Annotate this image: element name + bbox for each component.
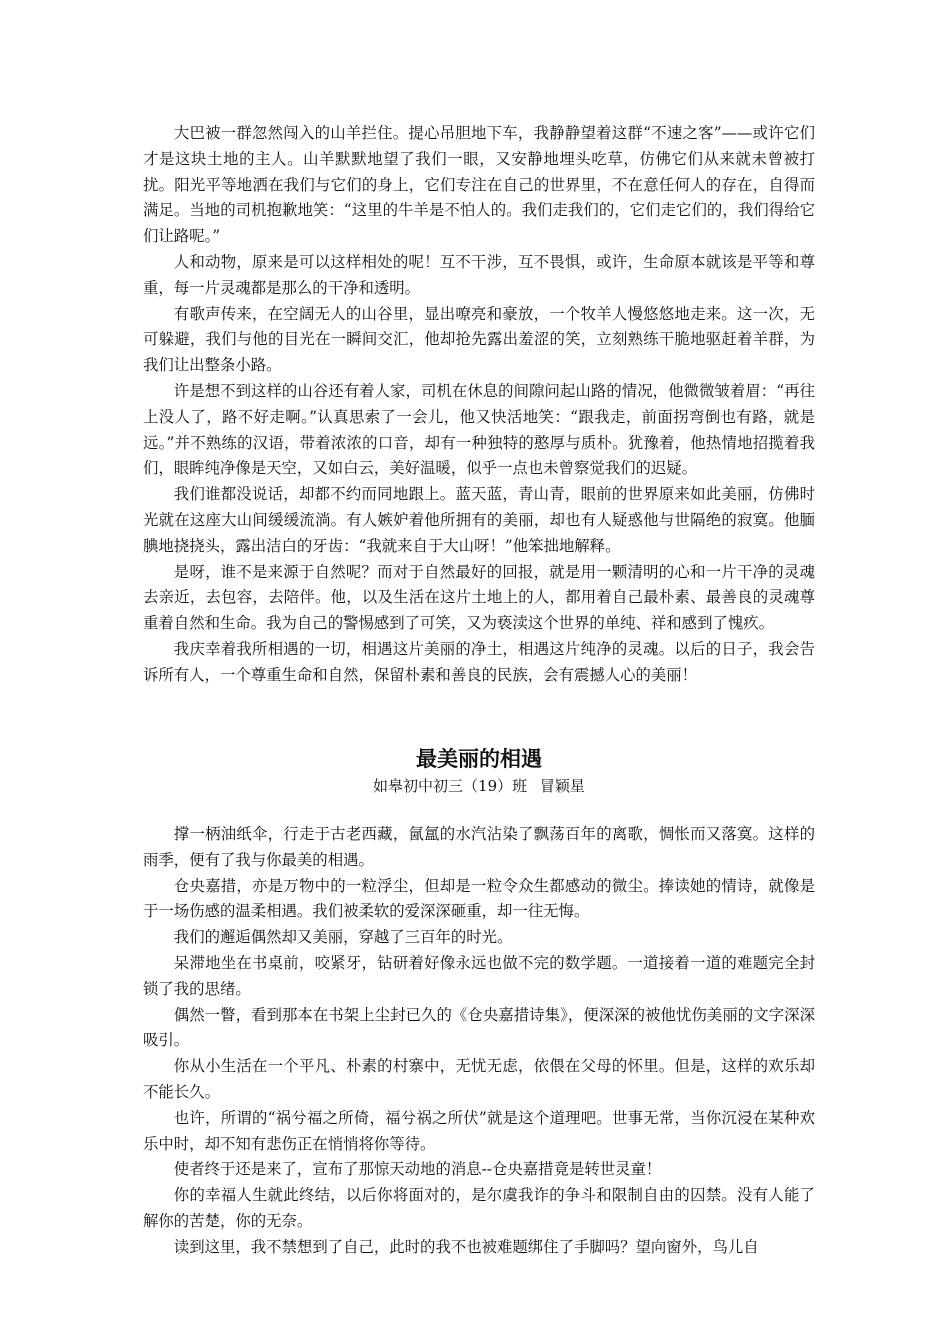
paragraph: 我庆幸着我所相遇的一切，相遇这片美丽的净土，相遇这片纯净的灵魂。以后的日子，我会告诉所有人，一个尊重生命和自然，保留朴素和善良的民族，会有震撼人心的美丽！: [143, 639, 815, 684]
byline-author: 冒颖星: [539, 777, 585, 795]
article-byline: [143, 774, 815, 798]
paragraph: 我们的邂逅偶然却又美丽，穿越了三百年的时光。: [173, 928, 513, 947]
paragraph: 呆滞地坐在书桌前，咬紧牙，钻研着好像永远也做不完的数学题。一道接着一道的难题完全封锁了我的思绪。: [143, 953, 815, 998]
paragraph: 使者终于还是来了，宣布了那惊天动地的消息--仓央嘉措竟是转世灵童！: [173, 1160, 662, 1179]
paragraph: 人和动物，原来是可以这样相处的呢！互不干涉，互不畏惧，或许，生命原本就该是平等和尊重，每一片灵魂都是那么的干净和透明。: [143, 252, 815, 297]
paragraph: 撑一柄油纸伞，行走于古老西藏，氤氲的水汽沾染了飘荡百年的离歌，惆怅而又落寞。这样的雨季，便有了我与你最美的相遇。: [143, 825, 815, 869]
paragraph: 有歌声传来，在空阔无人的山谷里，显出嘹亮和豪放，一个牧羊人慢悠悠地走来。这一次，无可躲避，我们与他的目光在一瞬间交汇，他却抢先露出羞涩的笑，立刻熟练干脆地驱赶着羊群，为我们让出整条小路。: [143, 304, 815, 375]
paragraph: 偶然一瞥，看到那本在书架上尘封已久的《仓央嘉措诗集》，便深深的被他忧伤美丽的文字深深吸引。: [143, 1005, 815, 1050]
paragraph: 你的幸福人生就此终结，以后你将面对的，是尔虞我诈的争斗和限制自由的囚禁。没有人能了解你的苦楚，你的无奈。: [143, 1186, 815, 1230]
article-title: 最美丽的相遇: [416, 747, 542, 771]
article-bottom-body: [143, 822, 815, 1261]
paragraph: 读到这里，我不禁想到了自己，此时的我不也被难题绑住了手脚吗？望向窗外，鸟儿自: [173, 1237, 759, 1256]
paragraph: 是呀，谁不是来源于自然呢？而对于自然最好的回报，就是用一颗清明的心和一片干净的灵魂去亲近，去包容，去陪伴。他，以及生活在这片土地上的人，都用着自己最朴素、最善良的灵魂尊重着自然和生命。我为自己的警惕感到了可笑，又为亵渎这个世界的单纯、祥和感到了愧疚。: [143, 562, 815, 633]
paragraph: 许是想不到这样的山谷还有着人家，司机在休息的间隙问起山路的情况，他微微皱着眉：“再往上没人了，路不好走啊。”认真思索了一会儿，他又快活地笑：“跟我走，前面拐弯倒也有路，就是远。”并不熟练的汉语，带着浓浓的口音，却有一种独特的憨厚与质朴。犹豫着，他热情地招揽着我们，眼眸纯净像是天空，又如白云，美好温暖，似乎一点也未曾察觉我们的迟疑。: [143, 381, 815, 478]
paragraph: 我们谁都没说话，却都不约而同地跟上。蓝天蓝，青山青，眼前的世界原来如此美丽，仿佛时光就在这座大山间缓缓流淌。有人嫉妒着他所拥有的美丽，却也有人疑惑他与世隔绝的寂寞。他腼腆地挠挠头，露出洁白的牙齿：“我就来自于大山呀！”他笨拙地解释。: [143, 485, 815, 555]
paragraph: 你从小生活在一个平凡、朴素的村寨中，无忧无虑，依偎在父母的怀里。但是，这样的欢乐却不能长久。: [143, 1057, 815, 1101]
paragraph: 仓央嘉措，亦是万物中的一粒浮尘，但却是一粒令众生都感动的微尘。捧读她的情诗，就像是于一场伤感的温柔相遇。我们被柔软的爱深深砸重，却一往无悔。: [143, 876, 815, 921]
byline-school: 如皋初中初三（19）班: [373, 777, 528, 795]
article-top-body: [143, 121, 815, 689]
paragraph: 也许，所谓的“祸兮福之所倚，福兮祸之所伏”就是这个道理吧。世事无常，当你沉浸在某种欢乐中时，却不知有悲伤正在悄悄将你等待。: [143, 1108, 815, 1153]
paragraph: 大巴被一群忽然闯入的山羊拦住。提心吊胆地下车，我静静望着这群“不速之客”——或许它们才是这块土地的主人。山羊默默地望了我们一眼，又安静地埋头吃草，仿佛它们从来就未曾被打扰。阳光平等地洒在我们与它们的身上，它们专注在自己的世界里，不在意任何人的存在，自得而满足。当地的司机抱歉地笑：“这里的牛羊是不怕人的。我们走我们的，它们走它们的，我们得给它们让路呢。”: [143, 124, 815, 246]
